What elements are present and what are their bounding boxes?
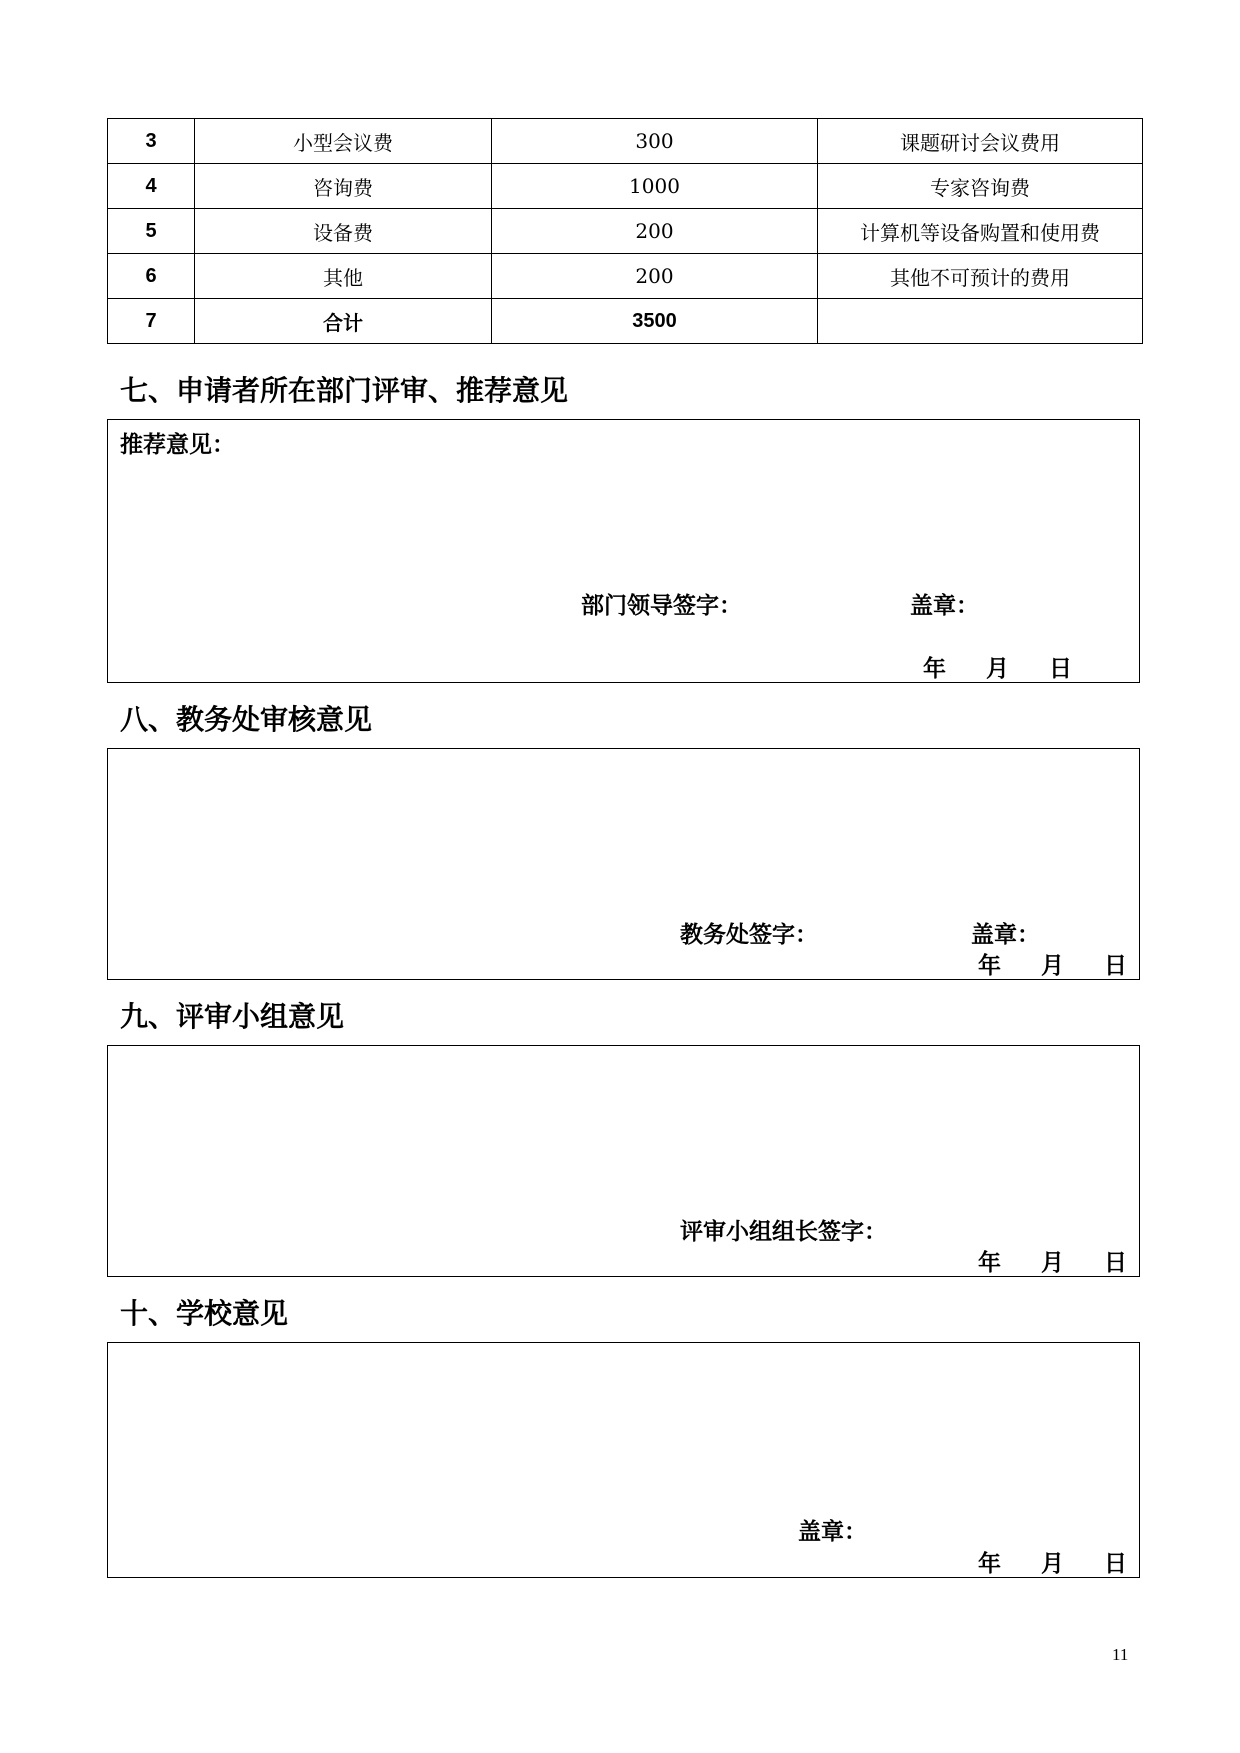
section7-opinion-box[interactable] [107,419,1140,683]
row-note: 其他不可预计的费用 [818,254,1143,299]
date-line [978,1545,1127,1578]
row-item: 咨询费 [195,164,492,209]
seal-label: 盖章： [798,1519,867,1545]
row-amount: 300 [492,119,818,164]
row-amount: 200 [492,254,818,299]
total-amount: 3500 [492,299,818,344]
date-month: 月 [1041,1250,1064,1276]
row-amount: 200 [492,209,818,254]
date-month: 月 [1041,1551,1064,1577]
seal-label: 盖章： [910,593,979,619]
total-index: 7 [108,299,195,344]
row-item: 其他 [195,254,492,299]
section10-opinion-box[interactable] [107,1342,1140,1578]
row-index: 3 [108,119,195,164]
table-row [108,254,1143,299]
total-label: 合计 [195,299,492,344]
date-month: 月 [986,656,1009,682]
section10-heading: 十、学校意见 [120,1297,289,1330]
date-line [978,947,1127,980]
date-line [923,650,1072,683]
budget-table [107,118,1143,344]
table-row [108,209,1143,254]
date-month: 月 [1041,953,1064,979]
recommendation-label: 推荐意见： [120,432,235,458]
row-item: 小型会议费 [195,119,492,164]
row-note: 计算机等设备购置和使用费 [818,209,1143,254]
review-panel-leader-signature-label: 评审小组组长签字： [680,1219,887,1245]
date-year: 年 [978,1250,1001,1276]
page-number: 11 [1112,1645,1129,1664]
section9-heading: 九、评审小组意见 [120,1000,345,1033]
date-year: 年 [978,1551,1001,1577]
section8-heading: 八、教务处审核意见 [120,703,373,736]
row-note: 课题研讨会议费用 [818,119,1143,164]
section7-heading: 七、申请者所在部门评审、推荐意见 [120,374,569,407]
row-amount: 1000 [492,164,818,209]
seal-label: 盖章： [971,922,1040,948]
date-day: 日 [1104,953,1127,979]
section9-opinion-box[interactable] [107,1045,1140,1277]
row-index: 4 [108,164,195,209]
date-line [978,1244,1127,1277]
row-index: 6 [108,254,195,299]
total-note [818,299,1143,344]
academic-affairs-signature-label: 教务处签字： [680,922,818,948]
date-day: 日 [1049,656,1072,682]
date-year: 年 [923,656,946,682]
row-note: 专家咨询费 [818,164,1143,209]
department-leader-signature-label: 部门领导签字： [581,593,742,619]
row-item: 设备费 [195,209,492,254]
date-day: 日 [1104,1250,1127,1276]
date-year: 年 [978,953,1001,979]
section8-opinion-box[interactable] [107,748,1140,980]
row-index: 5 [108,209,195,254]
total-row [108,299,1143,344]
date-day: 日 [1104,1551,1127,1577]
table-row [108,164,1143,209]
table-row [108,119,1143,164]
